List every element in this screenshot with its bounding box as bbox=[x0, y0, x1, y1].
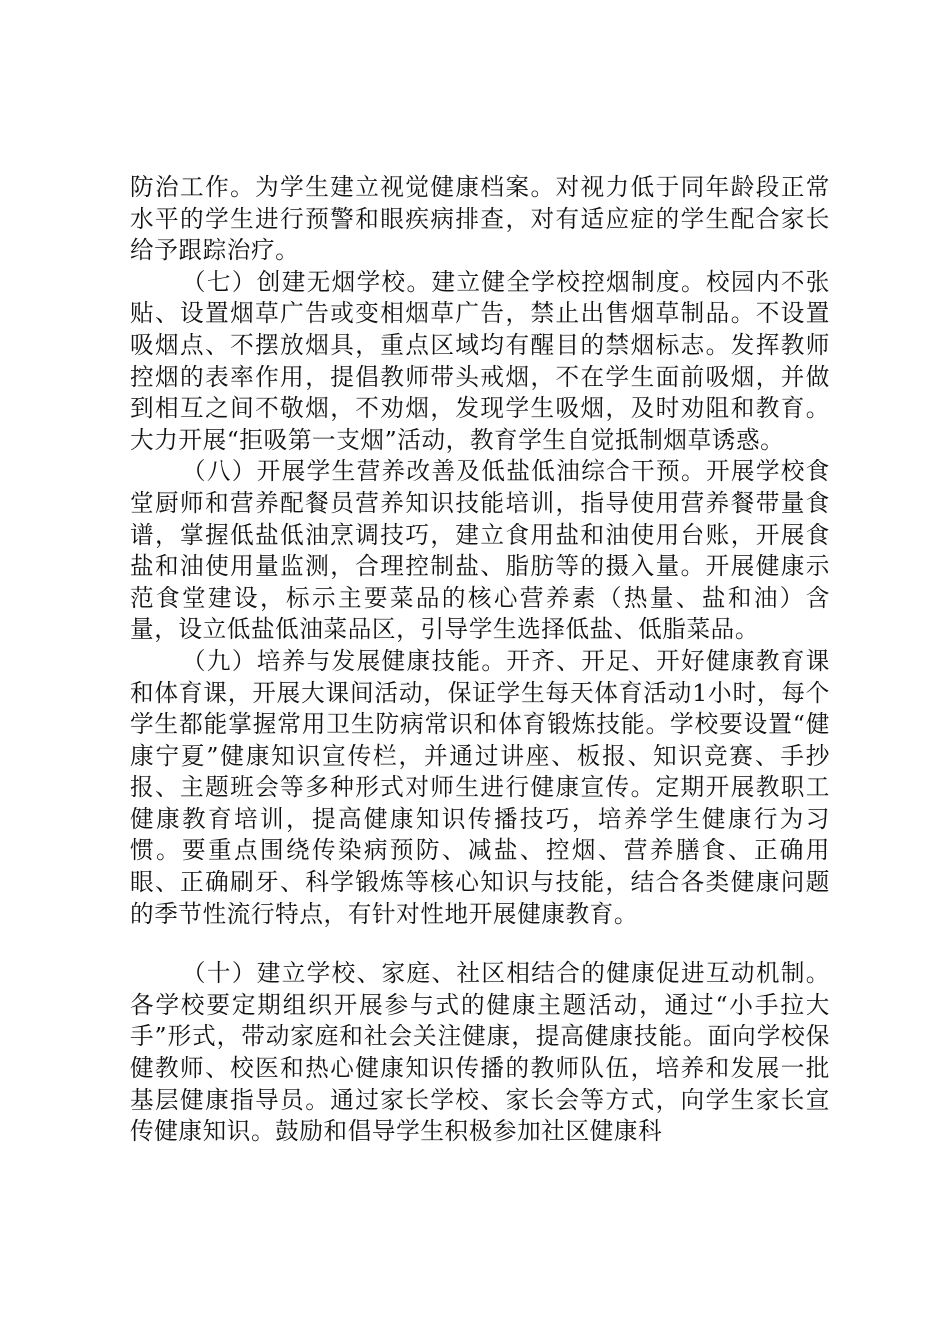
paragraph-10-home-school-community: （十）建立学校、家庭、社区相结合的健康促进互动机制。各学校要定期组织开展参与式的健康主题活动，通过“小手拉大手”形式，带动家庭和社会关注健康，提高健康技能。面向学校保健教师、校医和热心健康知识传播的教师队伍，培养和发展一批基层健康指导员。通过家长学校、家长会等方式，向学生家长宣传健康知识。鼓励和倡导学生积极参加社区健康科 bbox=[130, 959, 830, 1146]
paragraph-spacer bbox=[130, 930, 830, 958]
paragraph-9-health-skills: （九）培养与发展健康技能。开齐、开足、开好健康教育课和体育课，开展大课间活动，保证学生每天体育活动1小时，每个学生都能掌握常用卫生防病常识和体育锻炼技能。学校要设置“健康宁夏”健康知识宣传栏，并通过讲座、板报、知识竞赛、手抄报、主题班会等多种形式对师生进行健康宣传。定期开展教职工健康教育培训，提高健康知识传播技巧，培养学生健康行为习惯。要重点围绕传染病预防、减盐、控烟、营养膳食、正确用眼、正确刷牙、科学锻炼等核心知识与技能，结合各类健康问题的季节性流行特点，有针对性地开展健康教育。 bbox=[130, 646, 830, 928]
paragraph-continuation-vision: 防治工作。为学生建立视觉健康档案。对视力低于同年龄段正常水平的学生进行预警和眼疾病排查，对有适应症的学生配合家长给予跟踪治疗。 bbox=[130, 173, 830, 265]
paragraph-8-nutrition: （八）开展学生营养改善及低盐低油综合干预。开展学校食堂厨师和营养配餐员营养知识技能培训，指导使用营养餐带量食谱，掌握低盐低油烹调技巧，建立食用盐和油使用台账，开展食盐和油使用量监测，合理控制盐、脂肪等的摄入量。开展健康示范食堂建设，标示主要菜品的核心营养素（热量、盐和油）含量，设立低盐低油菜品区，引导学生选择低盐、低脂菜品。 bbox=[130, 457, 830, 644]
document-body bbox=[130, 172, 830, 1148]
paragraph-7-smoke-free-school: （七）创建无烟学校。建立健全学校控烟制度。校园内不张贴、设置烟草广告或变相烟草广告，禁止出售烟草制品。不设置吸烟点、不摆放烟具，重点区域均有醒目的禁烟标志。发挥教师控烟的表率作用，提倡教师带头戒烟，不在学生面前吸烟，并做到相互之间不敬烟，不劝烟，发现学生吸烟，及时劝阻和教育。大力开展“拒吸第一支烟”活动，教育学生自觉抵制烟草诱惑。 bbox=[130, 267, 830, 454]
